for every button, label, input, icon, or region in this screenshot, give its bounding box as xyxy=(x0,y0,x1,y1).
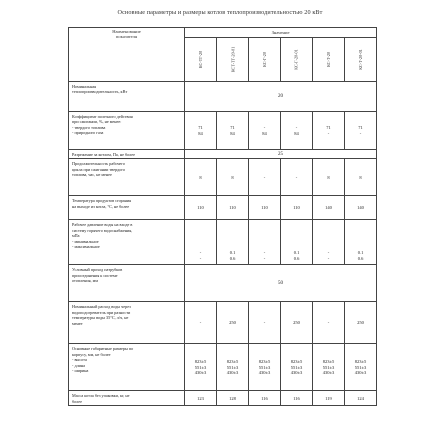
value-cell xyxy=(345,302,377,344)
value-line: 71 xyxy=(326,125,331,130)
value-cell xyxy=(217,112,249,150)
value-cell xyxy=(185,112,217,150)
param-line: при сжигании, %, не менее: xyxy=(72,119,122,125)
value-line: 8 xyxy=(231,174,234,180)
value-line: 430±3 xyxy=(226,370,239,376)
param-line: Температура продуктов сгорания xyxy=(72,198,132,204)
value-line: - xyxy=(295,174,298,180)
param-line: температуры воды 35°С, л/ч, не xyxy=(72,315,129,321)
value-cell xyxy=(345,112,377,150)
merged-value-cell: 20 xyxy=(185,82,377,112)
value-line: 551±3 xyxy=(194,364,207,370)
param-line: на выходе из котла, °С, не более xyxy=(72,203,130,209)
value-cell xyxy=(249,391,281,406)
param-line: цикла при сжигании твердого xyxy=(72,166,126,172)
value-line: 140 xyxy=(325,205,332,211)
param-line: - максимальное xyxy=(72,244,100,250)
value-line: 0.1 xyxy=(357,250,364,256)
value-cell xyxy=(217,391,249,406)
param-line: Коэффициент полезного действия xyxy=(72,114,133,119)
value-line: 551±3 xyxy=(354,364,367,370)
value-cell xyxy=(313,220,345,265)
value-line: 0.1 xyxy=(293,250,300,256)
param-line: Разрежение за котлом, Па, не более xyxy=(72,152,135,157)
param-line: Условный проход патрубков xyxy=(72,267,123,273)
table-row xyxy=(69,265,377,302)
value-line: 110 xyxy=(261,205,268,211)
merged-value-cell: 50 xyxy=(185,265,377,302)
param-line: - минимальное xyxy=(72,238,99,244)
param-line: корпусу, мм, не более xyxy=(72,351,111,357)
value-line: 8 xyxy=(359,174,362,180)
value-line: 430±3 xyxy=(322,370,335,376)
value-cell xyxy=(281,112,313,150)
value-line: 430±3 xyxy=(258,370,271,376)
model-label: КС-Т-20-01 xyxy=(358,49,364,70)
table-row xyxy=(69,159,377,196)
value-cell xyxy=(217,344,249,391)
value-cell xyxy=(345,220,377,265)
model-label: КС-Т-20 xyxy=(326,51,331,68)
value-line: 110 xyxy=(293,205,300,211)
param-line: топлива, час, не менее xyxy=(72,172,112,178)
value-line: - xyxy=(199,250,202,256)
value-line: 119 xyxy=(325,395,332,401)
value-cell xyxy=(313,112,345,150)
model-label: КСТ-ТГ-20-01 xyxy=(229,46,235,73)
param-line: Масса котла без упаковки, кг, не xyxy=(72,393,130,399)
value-cell xyxy=(185,302,217,344)
model-label: КС-ТГ-20 xyxy=(198,50,203,69)
param-line: Рабочее давление воды на входе в xyxy=(72,222,133,228)
value-line: 250 xyxy=(229,320,236,326)
value-cell xyxy=(281,344,313,391)
value-line: 551±3 xyxy=(290,364,303,370)
param-cell xyxy=(69,112,185,150)
value-cell xyxy=(217,220,249,265)
table-row xyxy=(69,220,377,265)
value-cell xyxy=(185,220,217,265)
value-line: 823±5 xyxy=(258,359,271,365)
value-line: 116 xyxy=(261,395,268,401)
model-header xyxy=(313,38,345,82)
value-cell xyxy=(313,391,345,406)
value-cell xyxy=(313,302,345,344)
value-line: 84 xyxy=(230,130,235,136)
table-row xyxy=(69,150,377,159)
param-line: отопления, мм xyxy=(72,278,98,284)
model-label: КС-Г-20-01 xyxy=(294,49,299,70)
value-cell xyxy=(185,344,217,391)
value-line: 110 xyxy=(229,205,236,211)
param-cell xyxy=(69,159,185,196)
table-row xyxy=(69,112,377,150)
param-line: водоподогреватель при разности xyxy=(72,309,131,315)
value-line: 430±3 xyxy=(290,370,303,376)
value-cell xyxy=(345,344,377,391)
value-line: 84 xyxy=(198,130,203,136)
value-line: 123 xyxy=(197,395,204,401)
value-line: 430±3 xyxy=(354,370,367,376)
param-cell xyxy=(69,391,185,406)
value-line: 128 xyxy=(229,395,236,401)
param-cell xyxy=(69,150,185,159)
value-line: - xyxy=(199,320,202,326)
value-line: - xyxy=(327,130,330,136)
value-cell xyxy=(281,220,313,265)
param-cell xyxy=(69,196,185,220)
param-cell xyxy=(69,344,185,391)
value-cell xyxy=(249,344,281,391)
value-line: - xyxy=(263,174,266,180)
param-line: - высота xyxy=(72,357,87,363)
value-cell xyxy=(249,302,281,344)
param-cell xyxy=(69,265,185,302)
value-cell xyxy=(185,159,217,196)
value-line: 0.6 xyxy=(357,255,364,261)
value-cell xyxy=(313,159,345,196)
value-line: 823±5 xyxy=(290,359,303,365)
value-line: 551±3 xyxy=(226,364,239,370)
value-line: 71 xyxy=(230,125,235,130)
value-cell xyxy=(185,391,217,406)
value-cell xyxy=(281,196,313,220)
param-line: - твердого топлива xyxy=(72,124,106,130)
value-line: - xyxy=(263,125,266,130)
param-line: Продолжительность рабочего xyxy=(72,161,125,167)
value-line: - xyxy=(263,250,266,256)
param-line: более xyxy=(72,398,82,404)
value-line: 823±5 xyxy=(226,359,239,365)
value-cell xyxy=(217,302,249,344)
value-line: 430±3 xyxy=(194,370,207,376)
value-cell xyxy=(217,159,249,196)
param-line: Основные габаритные размеры по xyxy=(72,346,134,352)
value-line: 0.6 xyxy=(293,255,300,261)
value-line: 71 xyxy=(198,125,203,130)
value-line: - xyxy=(327,320,330,326)
model-header xyxy=(217,38,249,82)
param-line: - природного газа xyxy=(72,130,104,136)
value-line: - xyxy=(327,250,330,256)
value-line: 823±5 xyxy=(354,359,367,365)
parameters-table xyxy=(68,27,377,406)
table-row xyxy=(69,391,377,406)
param-line: мПа xyxy=(72,233,80,239)
page-title: Основные параметры и размеры котлов теплопроизводительностью 20 кВт xyxy=(117,9,323,16)
value-cell xyxy=(313,196,345,220)
value-line: - xyxy=(359,130,362,136)
value-line: 84 xyxy=(262,130,267,136)
value-line: - xyxy=(199,255,202,261)
value-cell xyxy=(249,196,281,220)
value-cell xyxy=(281,391,313,406)
param-line: теплопроизводительность, кВт xyxy=(72,89,128,95)
model-label: КС-Г-20 xyxy=(261,52,267,67)
value-line: - xyxy=(295,125,298,130)
value-line: - xyxy=(263,320,266,326)
value-line: 84 xyxy=(294,130,299,136)
value-cell xyxy=(345,391,377,406)
param-cell xyxy=(69,220,185,265)
param-line: присоединения к системе xyxy=(72,272,118,278)
value-line: 823±5 xyxy=(194,359,207,365)
value-line: 551±3 xyxy=(258,364,271,370)
value-cell xyxy=(249,112,281,150)
value-line: 8 xyxy=(199,174,202,180)
param-cell xyxy=(69,82,185,112)
table-row xyxy=(69,344,377,391)
table-row xyxy=(69,302,377,344)
model-header xyxy=(281,38,313,82)
value-line: 71 xyxy=(358,125,363,130)
values-header: Значение xyxy=(185,28,377,38)
value-line: - xyxy=(263,255,266,261)
param-header-line: показателя xyxy=(115,34,138,39)
value-line: - xyxy=(327,255,330,261)
param-line: систему горячего водоснабжения, xyxy=(72,227,133,233)
param-line: Номинальная xyxy=(72,84,97,89)
value-cell xyxy=(313,344,345,391)
param-line: - длина xyxy=(72,362,86,368)
value-cell xyxy=(249,159,281,196)
value-line: 823±5 xyxy=(322,359,335,365)
value-cell xyxy=(249,220,281,265)
param-cell xyxy=(69,302,185,344)
value-line: 116 xyxy=(293,395,300,401)
value-line: 110 xyxy=(197,205,204,211)
value-cell xyxy=(217,196,249,220)
param-header xyxy=(69,28,185,82)
value-line: 250 xyxy=(357,320,364,326)
param-header-line: Наименование xyxy=(112,29,141,34)
table-row xyxy=(69,196,377,220)
value-cell xyxy=(281,159,313,196)
value-line: 124 xyxy=(357,395,364,401)
value-cell xyxy=(281,302,313,344)
model-header xyxy=(345,38,377,82)
value-line: 0.1 xyxy=(229,250,236,256)
value-line: 8 xyxy=(327,174,330,180)
merged-value-cell: 25 xyxy=(185,150,377,159)
value-cell xyxy=(345,159,377,196)
model-header xyxy=(249,38,281,82)
value-line: 0.6 xyxy=(229,255,236,261)
table-row xyxy=(69,82,377,112)
value-line: 250 xyxy=(293,320,300,326)
value-cell xyxy=(345,196,377,220)
value-line: 551±3 xyxy=(322,364,335,370)
param-line: - ширина xyxy=(72,368,89,374)
param-line: менее xyxy=(72,320,83,326)
value-cell xyxy=(185,196,217,220)
value-line: 140 xyxy=(357,205,364,211)
param-line: Номинальный расход воды через xyxy=(72,304,131,310)
model-header xyxy=(185,38,217,82)
